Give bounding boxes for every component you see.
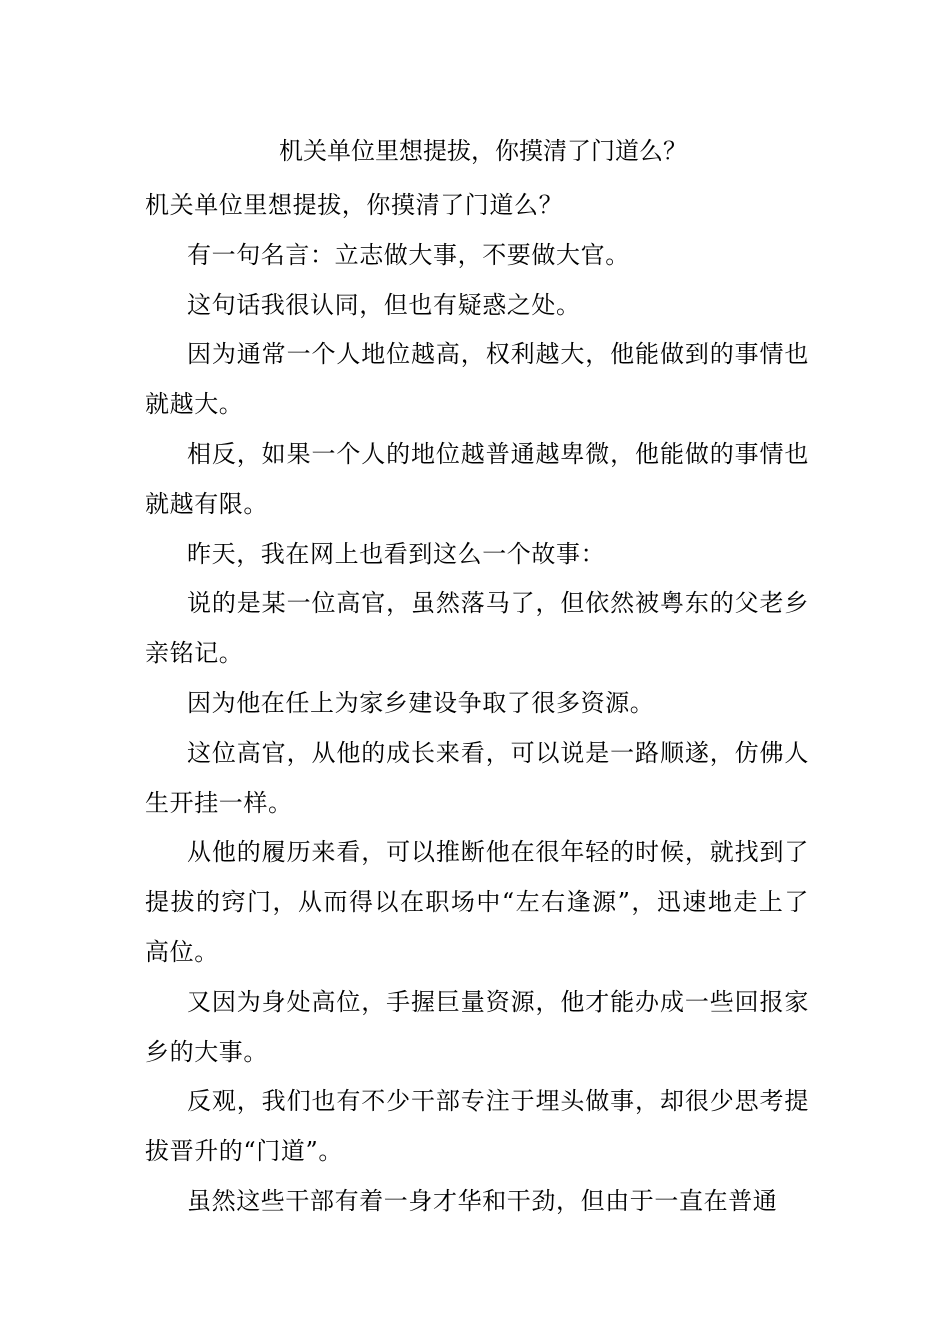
paragraph: 从他的履历来看，可以推断他在很年轻的时候，就找到了提拔的窍门，从而得以在职场中“左右逢源”，迅速地走上了高位。 [145,838,809,966]
paragraph: 有一句名言：立志做大事，不要做大官。 [187,240,630,269]
paragraph: 因为通常一个人地位越高，权利越大，他能做到的事情也就越大。 [145,340,809,419]
document-body [145,181,809,1227]
paragraph: 说的是某一位高官，虽然落马了，但依然被粤东的父老乡亲铭记。 [145,589,809,668]
paragraph: 相反，如果一个人的地位越普通越卑微，他能做的事情也就越有限。 [145,439,809,518]
paragraph: 昨天，我在网上也看到这么一个故事： [187,539,606,568]
document-title: 机关单位里想提拔，你摸清了门道么？ [279,137,687,165]
paragraph: 这位高官，从他的成长来看，可以说是一路顺遂，仿佛人生开挂一样。 [145,738,809,817]
paragraph: 这句话我很认同，但也有疑惑之处。 [187,290,581,319]
paragraph: 因为他在任上为家乡建设争取了很多资源。 [187,688,655,717]
paragraph: 反观，我们也有不少干部专注于埋头做事，却很少思考提拔晋升的“门道”。 [145,1087,809,1166]
paragraph: 虽然这些干部有着一身才华和干劲，但由于一直在普通 [187,1186,778,1215]
paragraph: 又因为身处高位，手握巨量资源，他才能办成一些回报家乡的大事。 [145,987,809,1066]
paragraph: 机关单位里想提拔，你摸清了门道么？ [145,191,564,219]
